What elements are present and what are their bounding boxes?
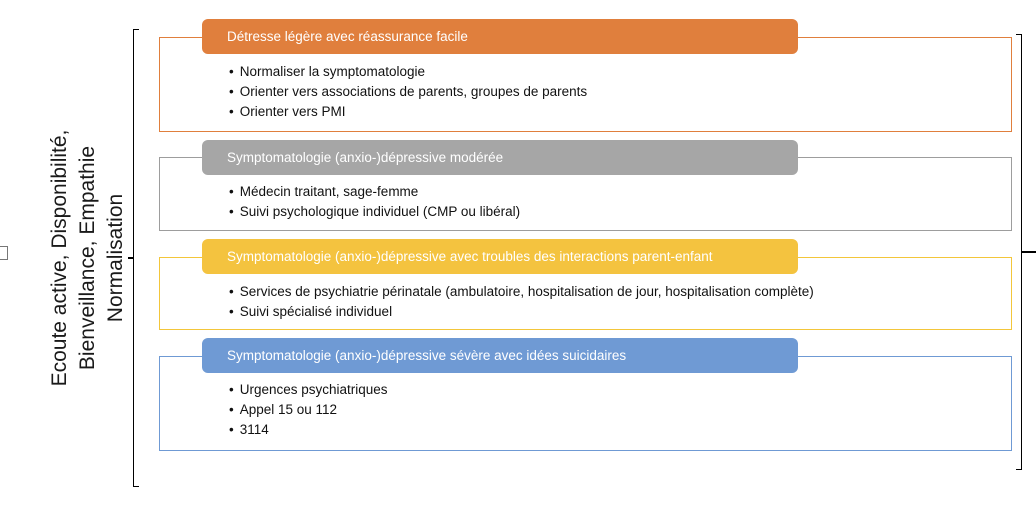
list-item: • Urgences psychiatriques: [229, 380, 388, 400]
level-1-list: [229, 62, 587, 122]
level-3-list: [229, 282, 814, 322]
list-item: • 3114: [229, 420, 388, 440]
side-label: [46, 88, 130, 428]
list-item: • Médecin traitant, sage-femme: [229, 182, 520, 202]
list-item: • Appel 15 ou 112: [229, 400, 388, 420]
side-label-line-1: Ecoute active, Disponibilité,: [48, 129, 71, 387]
left-bracket-tick: [128, 257, 134, 259]
list-item: • Suivi spécialisé individuel: [229, 302, 814, 322]
level-2-list: [229, 182, 520, 222]
side-label-line-3: Normalisation: [104, 193, 127, 323]
level-1-header: Détresse légère avec réassurance facile: [202, 19, 798, 54]
partial-box-left-edge: [0, 246, 8, 260]
list-item: • Orienter vers PMI: [229, 102, 587, 122]
level-3-header: Symptomatologie (anxio-)dépressive avec troubles des interactions parent-enfant: [202, 239, 798, 274]
level-4-header: Symptomatologie (anxio-)dépressive sévère avec idées suicidaires: [202, 338, 798, 373]
list-item: • Services de psychiatrie périnatale (ambulatoire, hospitalisation de jour, hospitalisation complète): [229, 282, 814, 302]
list-item: • Suivi psychologique individuel (CMP ou libéral): [229, 202, 520, 222]
list-item: • Orienter vers associations de parents, groupes de parents: [229, 82, 587, 102]
list-item: • Normaliser la symptomatologie: [229, 62, 587, 82]
side-label-line-2: Bienveillance, Empathie: [76, 145, 99, 371]
right-bracket-tick: [1022, 251, 1036, 253]
level-2-header: Symptomatologie (anxio-)dépressive modérée: [202, 140, 798, 175]
level-4-list: [229, 380, 388, 440]
